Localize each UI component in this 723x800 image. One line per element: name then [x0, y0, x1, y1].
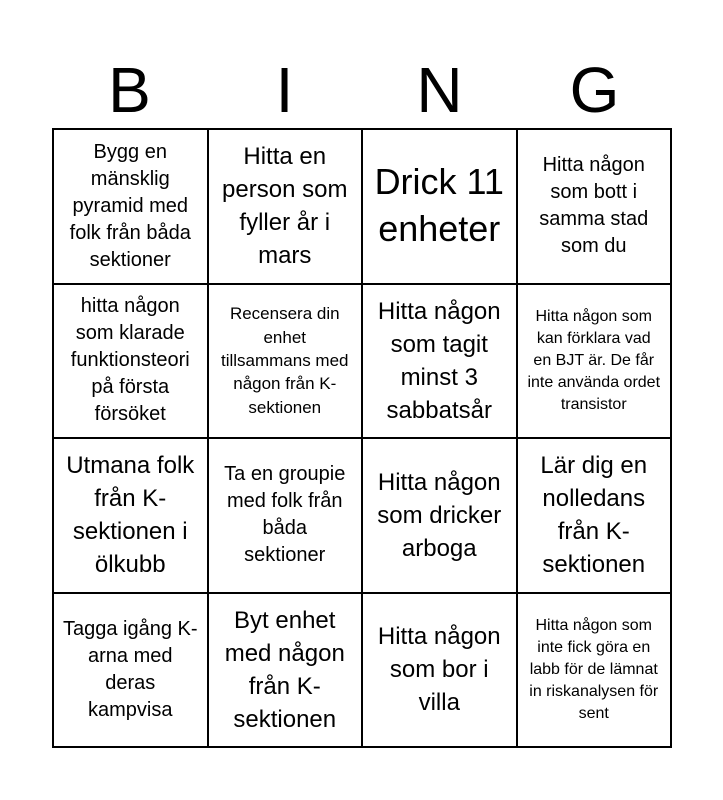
- cell-text: Tagga igång K-arna med deras kampvisa: [62, 617, 198, 721]
- bingo-cell[interactable]: [54, 439, 209, 594]
- header-letter-i: I: [275, 54, 294, 126]
- cell-text: Drick 11 enheter: [374, 161, 504, 250]
- bingo-cell[interactable]: [209, 285, 364, 440]
- bingo-cell[interactable]: [363, 130, 518, 285]
- bingo-cell[interactable]: [518, 439, 673, 594]
- bingo-cell[interactable]: [54, 130, 209, 285]
- cell-text: Bygg en mänsklig pyramid med folk från båda sektioner: [69, 140, 191, 271]
- cell-text: Byt enhet med någon från K-sektionen: [224, 606, 345, 733]
- bingo-cell[interactable]: [54, 594, 209, 749]
- cell-text: Hitta någon som kan förklara vad en BJT är. De får inte använda ordet transistor: [527, 307, 661, 413]
- cell-text: Hitta någon som inte fick göra en labb för de lämnat in riskanalysen för sent: [529, 616, 659, 722]
- cell-text: Hitta någon som dricker arboga: [377, 468, 502, 562]
- bingo-cell[interactable]: [209, 594, 364, 749]
- bingo-cell[interactable]: [363, 439, 518, 594]
- cell-text: Ta en groupie med folk från båda sektioner: [224, 463, 346, 567]
- bingo-cell[interactable]: [518, 285, 673, 440]
- bingo-cell[interactable]: [209, 439, 364, 594]
- cell-text: Hitta någon som tagit minst 3 sabbatsår: [377, 297, 501, 424]
- bingo-cell[interactable]: [363, 285, 518, 440]
- bingo-cell[interactable]: [518, 594, 673, 749]
- bingo-cell[interactable]: [54, 285, 209, 440]
- bingo-cell[interactable]: [363, 594, 518, 749]
- bingo-cell[interactable]: [518, 130, 673, 285]
- cell-text: hitta någon som klarade funktionsteori på första försöket: [70, 295, 190, 426]
- bingo-grid: [52, 128, 672, 748]
- cell-text: Hitta en person som fyller år i mars: [222, 143, 348, 270]
- bingo-cell[interactable]: [209, 130, 364, 285]
- bingo-header: [52, 52, 672, 128]
- cell-text: Utmana folk från K-sektionen i ölkubb: [66, 452, 195, 579]
- cell-text: Hitta någon som bor i villa: [377, 623, 501, 717]
- header-letter-n: N: [416, 54, 463, 126]
- header-letter-b: B: [108, 54, 151, 126]
- cell-text: Hitta någon som bott i samma stad som du: [539, 154, 649, 258]
- cell-text: Lär dig en nolledans från K-sektionen: [540, 452, 648, 579]
- cell-text: Recensera din enhet tillsammans med någon från K-sektionen: [220, 304, 349, 417]
- header-letter-g: G: [569, 54, 620, 126]
